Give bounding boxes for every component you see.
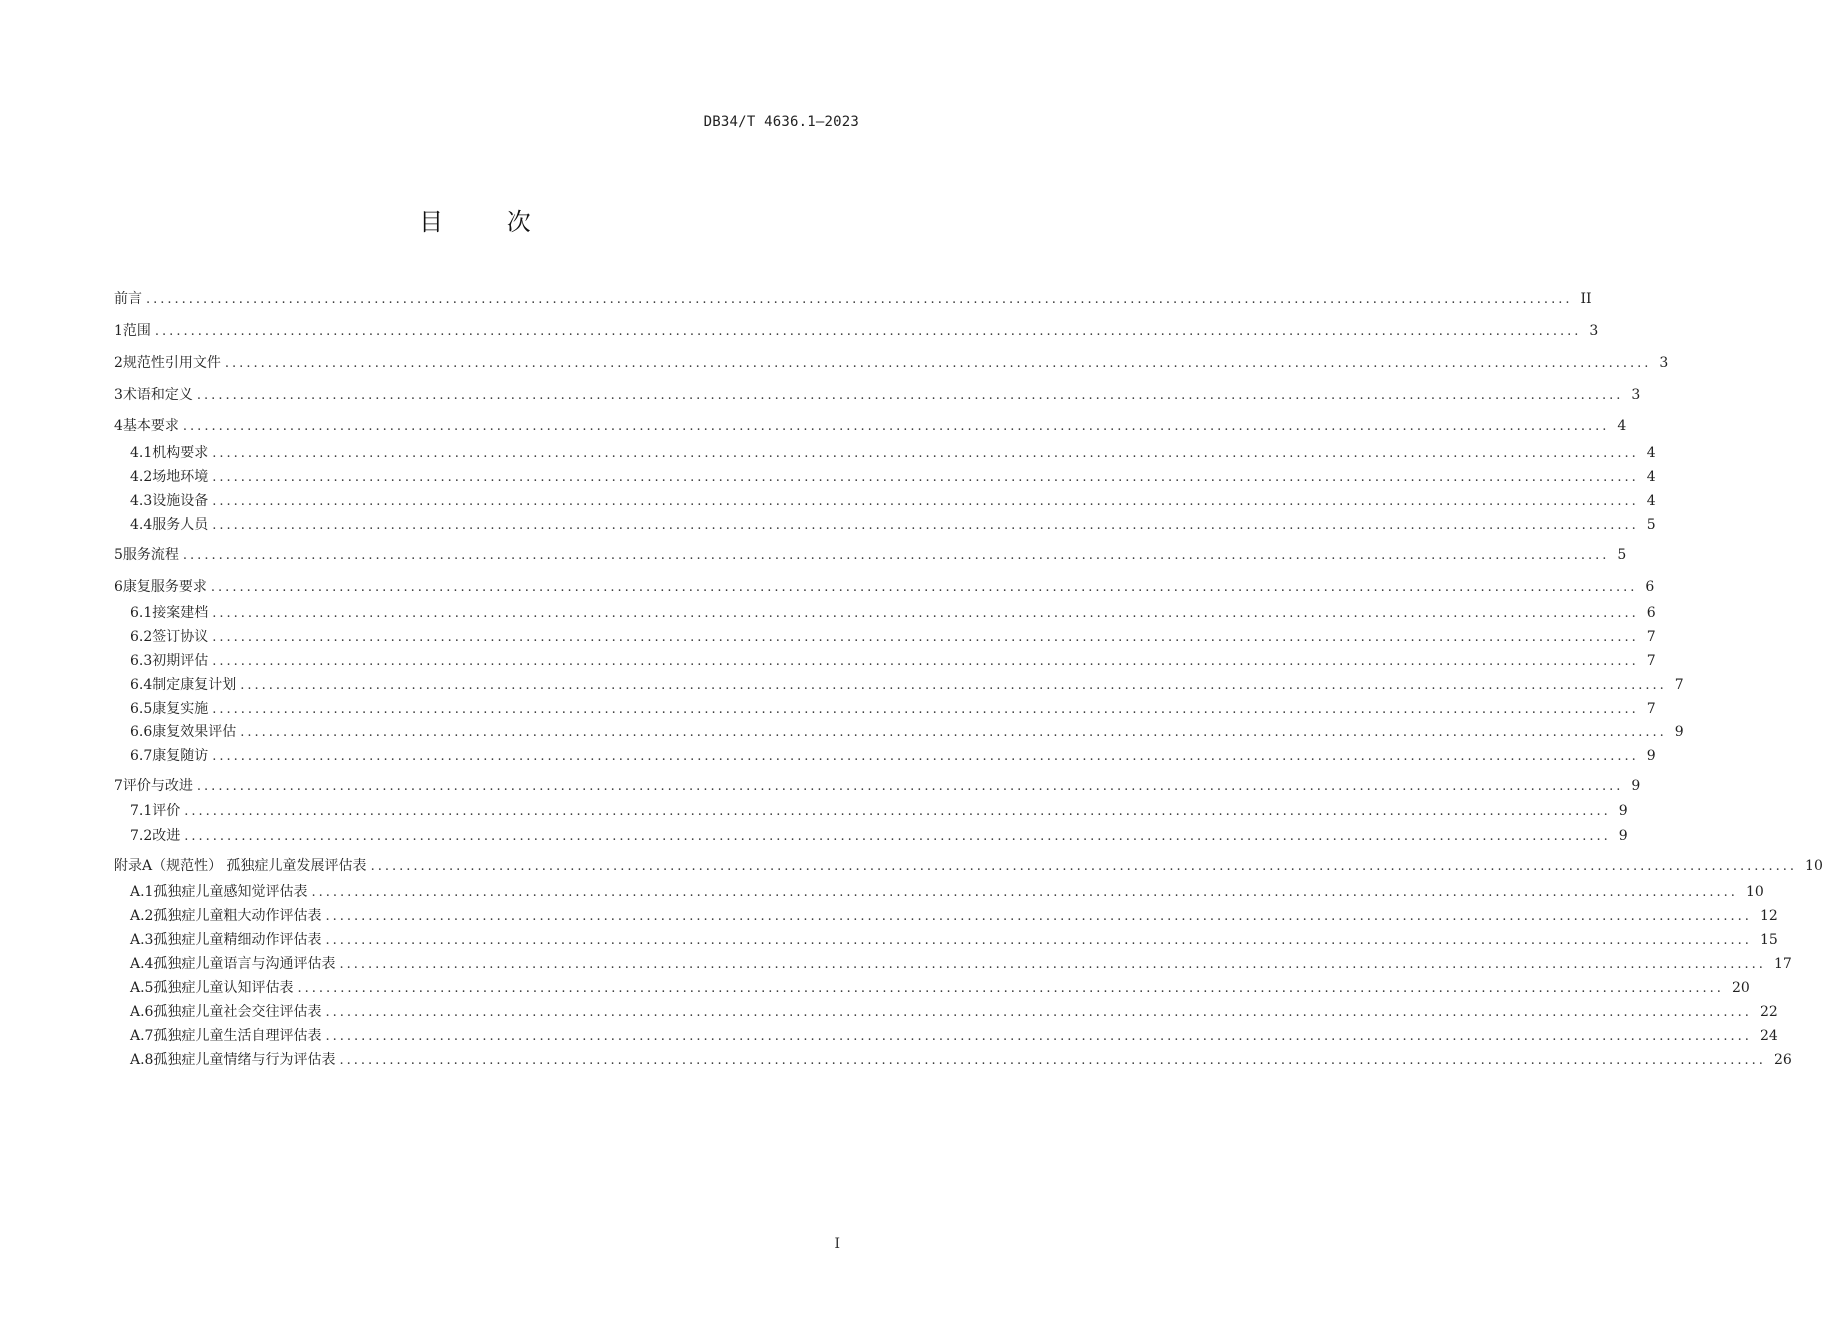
toc-entry-label: 设施设备: [152, 493, 209, 509]
toc-entry-label: 评价: [152, 803, 181, 819]
toc-entry[interactable]: [0, 515, 1656, 535]
toc-entry-page: 17: [1773, 956, 1792, 972]
toc-leader-dots: ........................................................................................................................................................................................................: [212, 606, 1639, 621]
toc-entry-page: 22: [1759, 1004, 1778, 1020]
toc-entry-page: 7: [1646, 629, 1656, 645]
toc-leader-dots: ........................................................................................................................................................................................................: [339, 957, 1766, 972]
toc-entry[interactable]: [0, 978, 1750, 998]
toc-entry-number: 6.4: [130, 677, 153, 693]
toc-entry-number: A.8: [130, 1052, 154, 1068]
toc-leader-dots: ........................................................................................................................................................................................................: [212, 494, 1639, 509]
toc-entry-page: 15: [1759, 932, 1778, 948]
toc-entry[interactable]: [0, 385, 1641, 405]
toc-entry-label: 孤独症儿童感知觉评估表: [153, 884, 308, 900]
toc-leader-dots: ........................................................................................................................................................................................................: [339, 1053, 1766, 1068]
toc-entry[interactable]: [0, 826, 1628, 846]
toc-entry-page: 7: [1674, 677, 1684, 693]
toc-entry-page: 9: [1646, 748, 1656, 764]
toc-entry-label: 基本要求: [122, 418, 179, 434]
toc-leader-dots: ........................................................................................................................................................................................................: [212, 446, 1639, 461]
toc-entry-label: 孤独症儿童认知评估表: [153, 980, 294, 996]
toc-entry-page: 12: [1759, 908, 1778, 924]
toc-entry[interactable]: [0, 954, 1792, 974]
toc-entry-label: 孤独症儿童粗大动作评估表: [153, 908, 322, 924]
toc-entry-page: 6: [1646, 605, 1656, 621]
toc-entry[interactable]: [0, 882, 1764, 902]
toc-entry-number: 1: [114, 323, 123, 339]
toc-entry[interactable]: [0, 699, 1656, 719]
toc-entry[interactable]: [0, 856, 1823, 876]
toc-entry-number: 6.2: [130, 629, 153, 645]
toc-entry-label: 制定康复计划: [152, 677, 237, 693]
document-code: DB34/T 4636.1—2023: [703, 114, 859, 130]
toc-entry-label: 接案建档: [152, 605, 209, 621]
page-number: I: [834, 1236, 840, 1252]
toc-entry[interactable]: [0, 545, 1627, 565]
toc-entry[interactable]: [0, 1026, 1778, 1046]
toc-entry[interactable]: [0, 776, 1641, 796]
toc-entry-number: 6: [114, 579, 123, 595]
toc-entry-label: 康复实施: [152, 701, 209, 717]
toc-entry-number: A.1: [130, 884, 154, 900]
toc-entry[interactable]: [0, 603, 1656, 623]
toc-entry[interactable]: [0, 1002, 1778, 1022]
toc-entry-number: 7.2: [130, 828, 153, 844]
toc-entry-label: 签订协议: [152, 629, 209, 645]
toc-leader-dots: ........................................................................................................................................................................................................: [325, 933, 1752, 948]
toc-entry-number: 7: [114, 778, 123, 794]
toc-entry-number: A.4: [130, 956, 154, 972]
toc-entry-page: 20: [1731, 980, 1750, 996]
toc-entry-page: 9: [1618, 828, 1628, 844]
toc-entry-page: 7: [1646, 701, 1656, 717]
toc-entry-number: A.2: [130, 908, 154, 924]
toc-entry-label: 孤独症儿童情绪与行为评估表: [153, 1052, 336, 1068]
toc-entry-page: 24: [1759, 1028, 1778, 1044]
toc-leader-dots: ........................................................................................................................................................................................................: [210, 580, 1638, 595]
toc-entry-page: 4: [1646, 445, 1656, 461]
toc-entry-page: 4: [1646, 469, 1656, 485]
toc-entry-number: 4.4: [130, 517, 153, 533]
toc-leader-dots: ........................................................................................................................................................................................................: [196, 388, 1624, 403]
toc-entry-label: 孤独症儿童语言与沟通评估表: [153, 956, 336, 972]
toc-entry-number: 6.5: [130, 701, 153, 717]
toc-entry-page: 9: [1618, 803, 1628, 819]
toc-entry-label: 规范性引用文件: [122, 355, 221, 371]
toc-entry-number: 6.6: [130, 724, 153, 740]
toc-leader-dots: ........................................................................................................................................................................................................: [370, 859, 1798, 874]
toc-leader-dots: ........................................................................................................................................................................................................: [325, 1029, 1752, 1044]
toc-entry[interactable]: [0, 289, 1592, 309]
toc-leader-dots: ........................................................................................................................................................................................................: [240, 678, 1667, 693]
toc-entry[interactable]: [0, 443, 1656, 463]
toc-entry[interactable]: [0, 467, 1656, 487]
toc-leader-dots: ........................................................................................................................................................................................................: [212, 654, 1639, 669]
toc-entry[interactable]: [0, 906, 1778, 926]
toc-entry-label: 附录A（规范性） 孤独症儿童发展评估表: [114, 858, 367, 874]
toc-entry[interactable]: [0, 801, 1628, 821]
toc-entry-number: A.5: [130, 980, 154, 996]
toc-entry-page: 3: [1631, 387, 1641, 403]
toc-leader-dots: ........................................................................................................................................................................................................: [184, 804, 1611, 819]
toc-leader-dots: ........................................................................................................................................................................................................: [212, 518, 1639, 533]
toc-entry-page: 6: [1645, 579, 1655, 595]
toc-entry-number: A.7: [130, 1028, 154, 1044]
toc-entry-label: 场地环境: [152, 469, 209, 485]
toc-entry-page: 5: [1646, 517, 1656, 533]
toc-entry-number: A.3: [130, 932, 154, 948]
toc-leader-dots: ........................................................................................................................................................................................................: [212, 630, 1639, 645]
toc-entry-page: 3: [1589, 323, 1599, 339]
toc-entry[interactable]: [0, 577, 1655, 597]
toc-entry-label: 孤独症儿童精细动作评估表: [153, 932, 322, 948]
toc-entry-number: 7.1: [130, 803, 153, 819]
toc-entry-page: 4: [1617, 418, 1627, 434]
toc-leader-dots: ........................................................................................................................................................................................................: [311, 885, 1738, 900]
toc-entry[interactable]: [0, 416, 1627, 436]
toc-leader-dots: ........................................................................................................................................................................................................: [182, 419, 1610, 434]
toc-leader-dots: ........................................................................................................................................................................................................: [325, 1005, 1752, 1020]
toc-leader-dots: ........................................................................................................................................................................................................: [212, 749, 1639, 764]
toc-entry-label: 初期评估: [152, 653, 209, 669]
toc-entry-label: 前言: [114, 291, 142, 307]
toc-entry[interactable]: [0, 722, 1684, 742]
toc-entry-number: 2: [114, 355, 123, 371]
toc-leader-dots: ........................................................................................................................................................................................................: [146, 292, 1573, 307]
toc-entry-label: 康复随访: [152, 748, 209, 764]
toc-entry[interactable]: [0, 321, 1599, 341]
toc-entry-page: 5: [1617, 547, 1627, 563]
toc-entry-label: 孤独症儿童社会交往评估表: [153, 1004, 322, 1020]
toc-entry-label: 术语和定义: [122, 387, 193, 403]
toc-entry-label: 范围: [122, 323, 151, 339]
toc-entry-label: 服务流程: [122, 547, 179, 563]
toc-entry-page: 26: [1773, 1052, 1792, 1068]
toc-entry-page: 9: [1631, 778, 1641, 794]
page-title: 目 次: [419, 208, 559, 236]
toc-entry[interactable]: [0, 353, 1669, 373]
toc-entry-number: A.6: [130, 1004, 154, 1020]
toc-entry-page: II: [1580, 291, 1592, 307]
toc-entry[interactable]: [0, 1050, 1792, 1070]
toc-entry-page: 4: [1646, 493, 1656, 509]
toc-entry-page: 10: [1745, 884, 1764, 900]
toc-entry-label: 评价与改进: [122, 778, 193, 794]
toc-entry-number: 4.3: [130, 493, 153, 509]
toc-entry-number: 3: [114, 387, 123, 403]
toc-leader-dots: ........................................................................................................................................................................................................: [154, 324, 1582, 339]
toc-leader-dots: ........................................................................................................................................................................................................: [212, 470, 1639, 485]
toc-entry-label: 康复服务要求: [122, 579, 207, 595]
toc-leader-dots: ........................................................................................................................................................................................................: [325, 909, 1752, 924]
toc-leader-dots: ........................................................................................................................................................................................................: [182, 548, 1610, 563]
toc-entry-page: 3: [1659, 355, 1669, 371]
toc-leader-dots: ........................................................................................................................................................................................................: [184, 829, 1611, 844]
toc-entry-number: 6.7: [130, 748, 153, 764]
toc-leader-dots: ........................................................................................................................................................................................................: [196, 779, 1624, 794]
toc-entry[interactable]: [0, 627, 1656, 647]
toc-entry-label: 孤独症儿童生活自理评估表: [153, 1028, 322, 1044]
toc-entry-label: 改进: [152, 828, 181, 844]
toc-entry[interactable]: [0, 930, 1778, 950]
toc-entry[interactable]: [0, 675, 1684, 695]
toc-entry[interactable]: [0, 651, 1656, 671]
toc-entry-label: 康复效果评估: [152, 724, 237, 740]
toc-entry-number: 4.2: [130, 469, 153, 485]
toc-entry[interactable]: [0, 746, 1656, 766]
toc-entry[interactable]: [0, 491, 1656, 511]
toc-entry-page: 7: [1646, 653, 1656, 669]
toc-entry-label: 服务人员: [152, 517, 209, 533]
toc-leader-dots: ........................................................................................................................................................................................................: [297, 981, 1724, 996]
toc-entry-page: 9: [1674, 724, 1684, 740]
toc-entry-label: 机构要求: [152, 445, 209, 461]
toc-leader-dots: ........................................................................................................................................................................................................: [212, 702, 1639, 717]
toc-entry-number: 4.1: [130, 445, 153, 461]
toc-entry-number: 5: [114, 547, 123, 563]
toc-leader-dots: ........................................................................................................................................................................................................: [224, 356, 1652, 371]
toc-entry-number: 6.1: [130, 605, 153, 621]
toc-leader-dots: ........................................................................................................................................................................................................: [240, 725, 1667, 740]
toc-entry-number: 4: [114, 418, 123, 434]
toc-entry-page: 10: [1805, 858, 1823, 874]
toc-entry-number: 6.3: [130, 653, 153, 669]
